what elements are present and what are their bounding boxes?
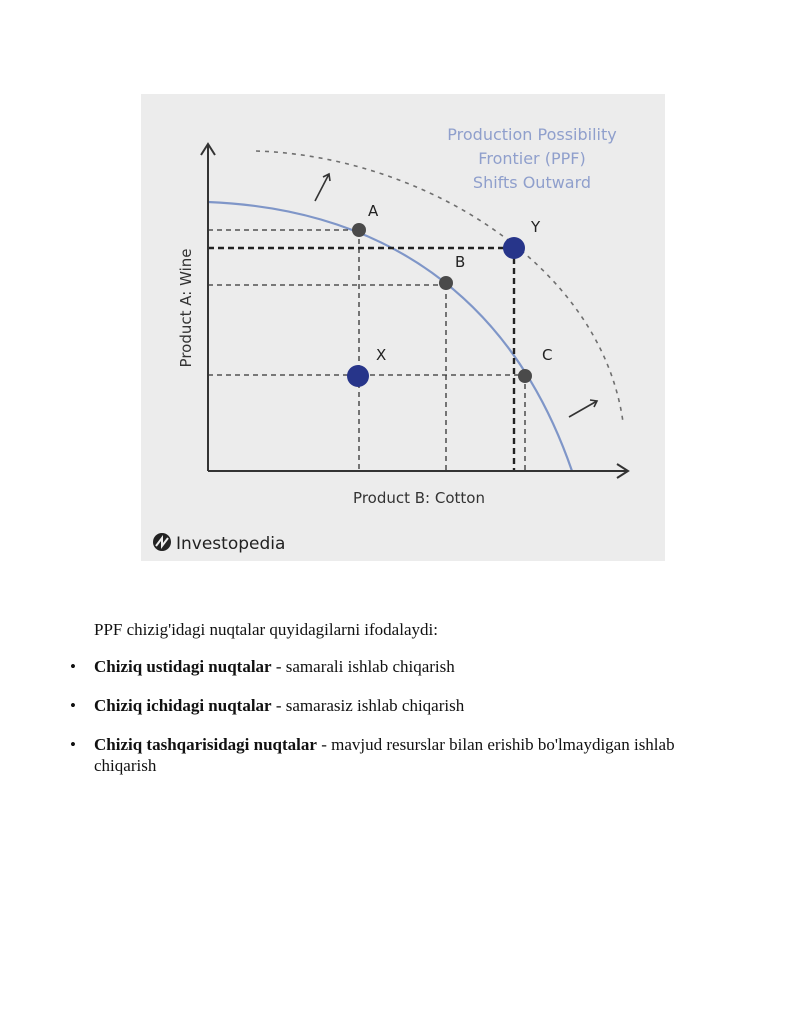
bullet-list	[58, 656, 698, 794]
point-b-label: B	[455, 253, 466, 271]
list-item-description: - samarali ishlab chiqarish	[271, 657, 455, 676]
figure-title-line-3: Shifts Outward	[472, 173, 592, 192]
bullet-icon: •	[70, 696, 76, 715]
list-item-term: Chiziq tashqarisidagi nuqtalar	[94, 735, 317, 754]
figure-title-line-2: Frontier (PPF)	[478, 149, 586, 168]
y-axis-label: Product A: Wine	[177, 248, 195, 368]
guide-lines-y	[208, 248, 514, 471]
point-b	[439, 276, 453, 290]
intro-text: PPF chizig'idagi nuqtalar quyidagilarni ifodalaydi:	[94, 620, 438, 639]
point-c	[518, 369, 532, 383]
bullet-icon: •	[70, 657, 76, 676]
point-a-label: A	[368, 202, 379, 220]
list-item	[58, 695, 698, 716]
axes	[201, 144, 628, 478]
list-item-description: - samarasiz ishlab chiqarish	[271, 696, 465, 715]
list-item	[58, 656, 698, 677]
figure-title	[447, 125, 616, 192]
ppf-figure	[141, 94, 665, 561]
point-a	[352, 223, 366, 237]
figure-title-line-1: Production Possibility	[447, 125, 617, 144]
investopedia-logo-text: Investopedia	[176, 534, 286, 554]
list-item-term: Chiziq ustidagi nuqtalar	[94, 657, 272, 676]
bullet-icon: •	[70, 735, 76, 754]
point-y-label: Y	[531, 218, 541, 236]
shift-arrow-up	[315, 174, 329, 201]
list-item	[58, 734, 698, 776]
list-item-description: - mavjud resurslar bilan erishib bo'lmaydigan ishlab chiqarish	[94, 735, 675, 775]
point-y	[503, 237, 525, 259]
ppf-diagram	[141, 94, 665, 561]
guide-lines	[208, 230, 525, 471]
list-item-term: Chiziq ichidagi nuqtalar	[94, 696, 272, 715]
point-c-label: C	[542, 346, 553, 364]
shift-arrow-right	[569, 401, 597, 417]
point-x-label: X	[376, 346, 387, 364]
investopedia-logo	[153, 533, 285, 554]
x-axis-label: Product B: Cotton	[353, 489, 485, 507]
point-x	[347, 365, 369, 387]
